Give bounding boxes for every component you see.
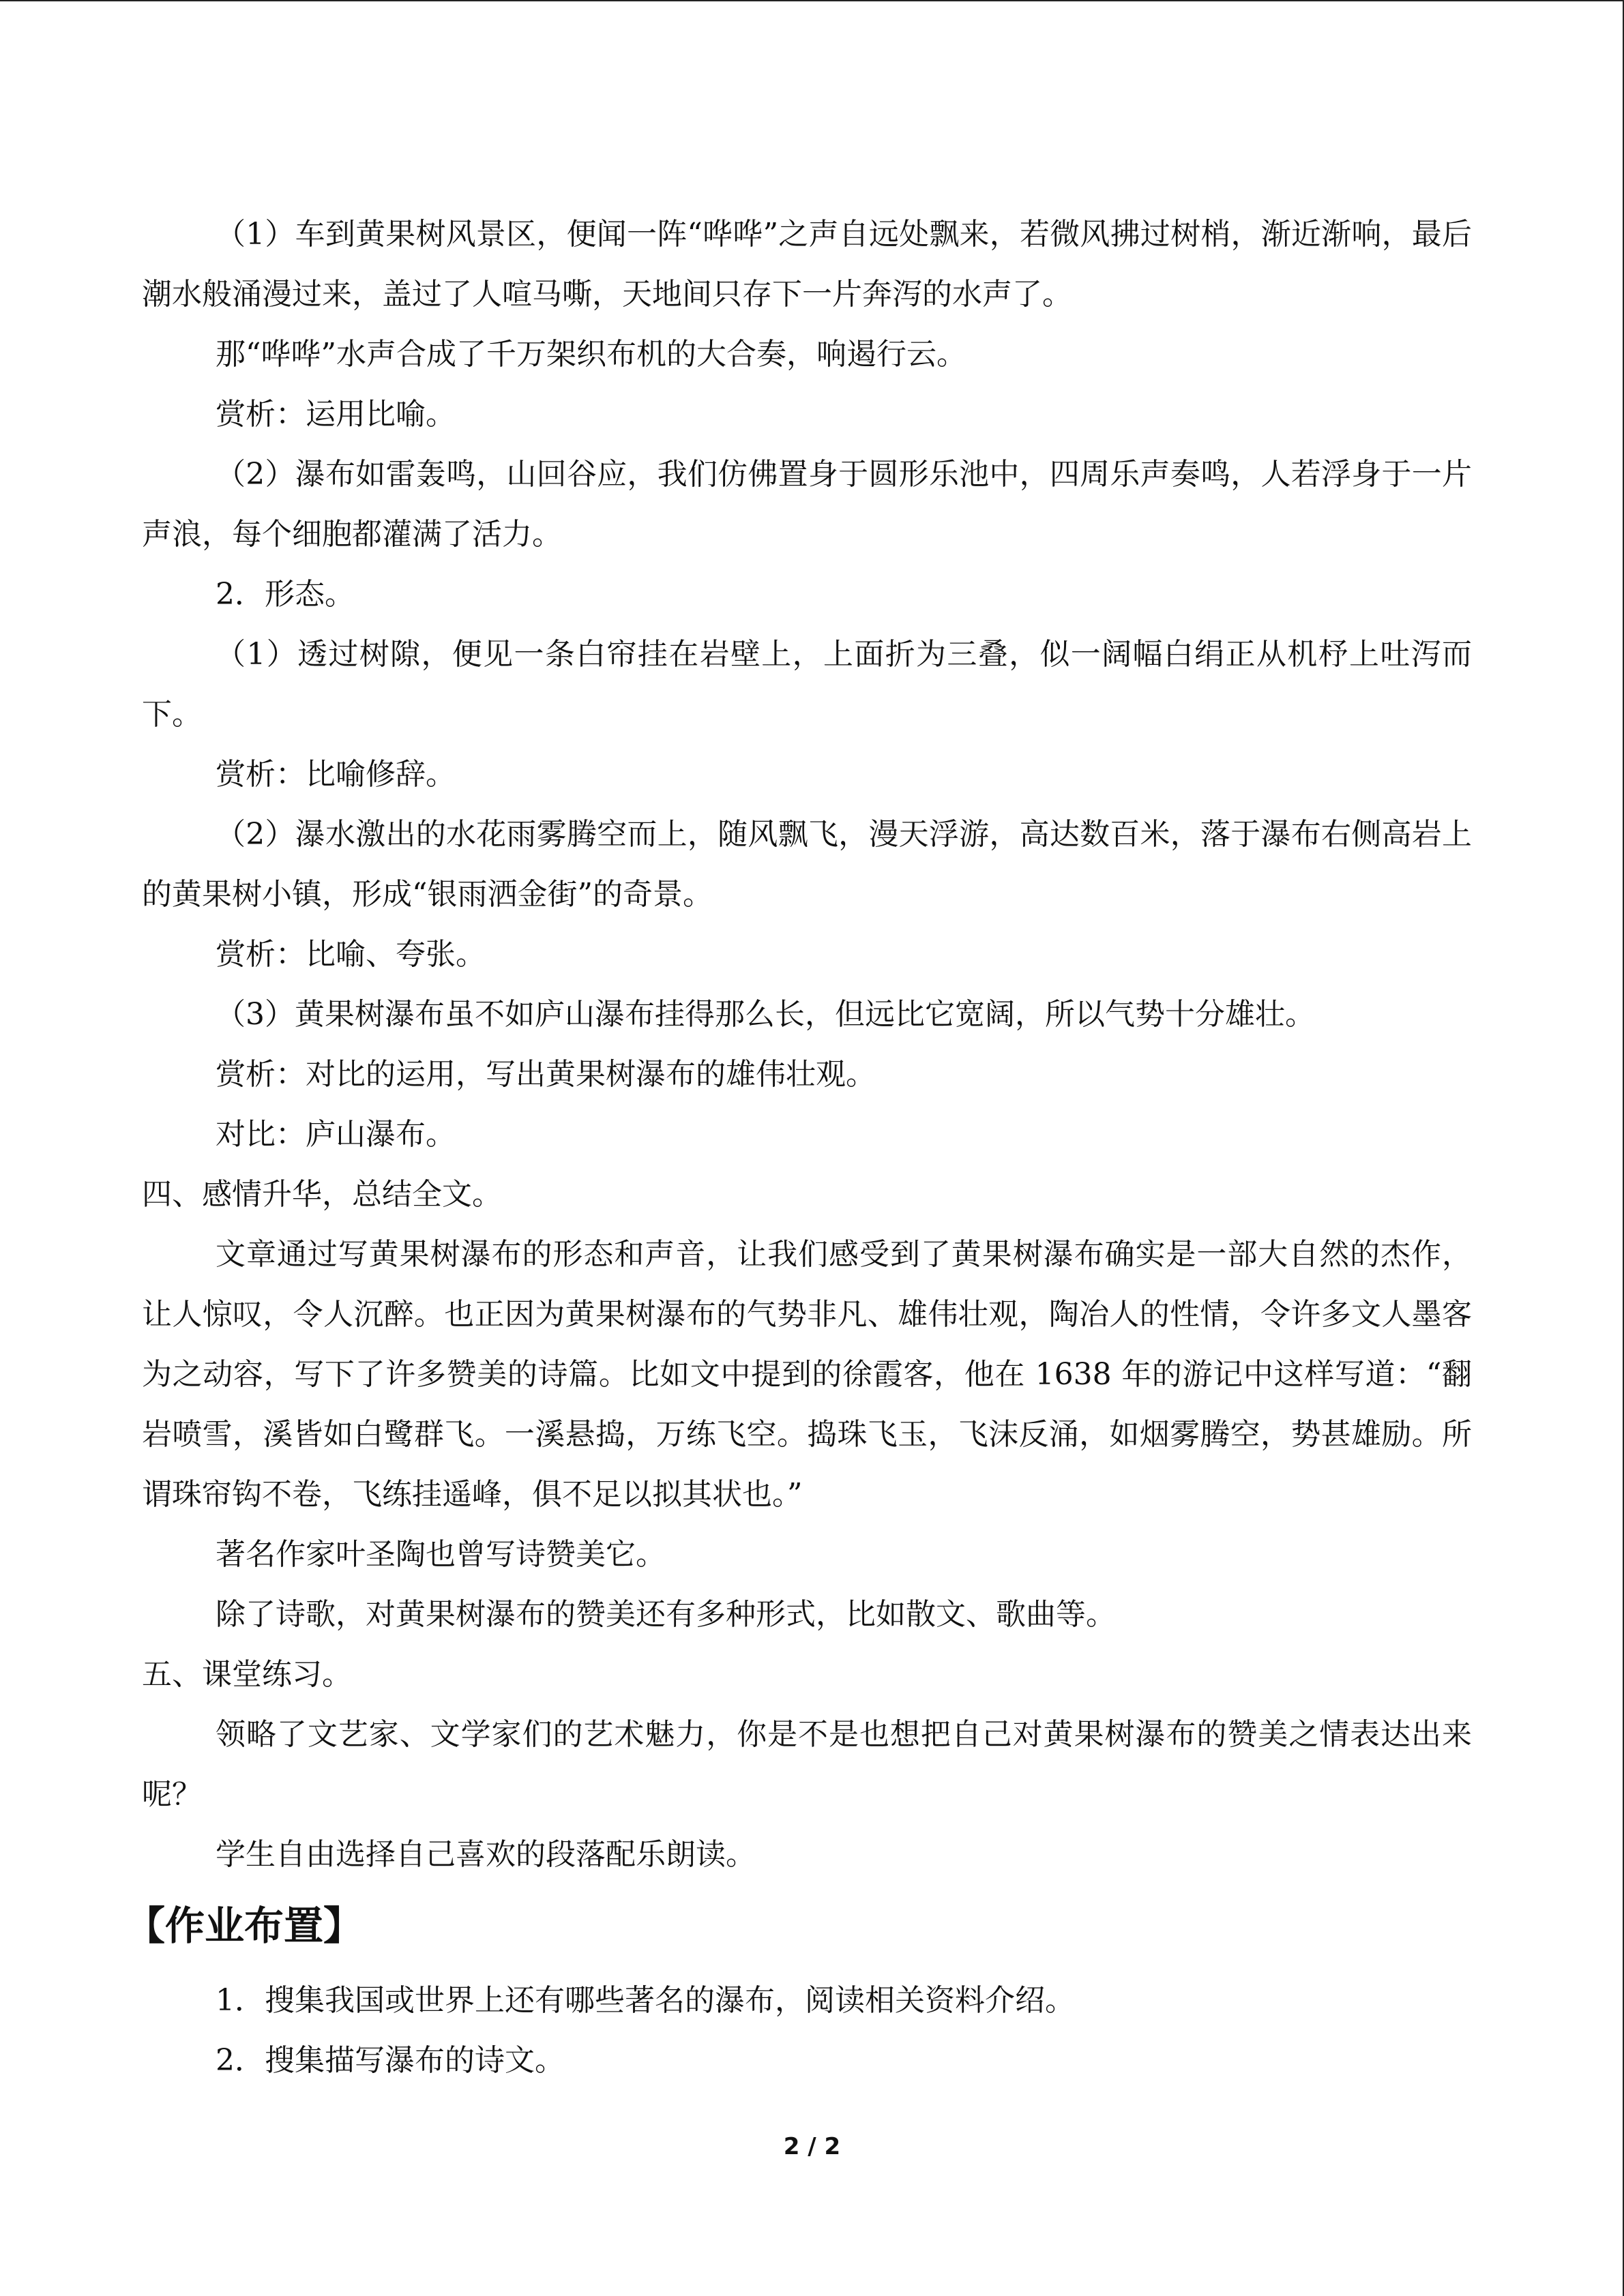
summary-paragraph: 文章通过写黄果树瀑布的形态和声音，让我们感受到了黄果树瀑布确实是一部大自然的杰作，让人惊叹，令人沉醉。也正因为黄果树瀑布的气势非凡、雄伟壮观，陶冶人的性情，令许多文人墨客为之动容，写下了许多赞美的诗篇。比如文中提到的徐霞客，他在 1638 年的游记中这样写道：“翻岩喷雪，溪皆如白鹭群飞。一溪悬捣，万练飞空。捣珠飞玉，飞沫反涌，如烟雾腾空，势甚雄励。所谓珠帘钩不卷，飞练挂遥峰，俱不足以拟其状也。” — [142, 1237, 1472, 1512]
exercise-prompt: 领略了文艺家、文学家们的艺术魅力，你是不是也想把自己对黄果树瀑布的赞美之情表达出来呢？ — [142, 1717, 1472, 1812]
section-five-title: 五、课堂练习。 — [142, 1657, 352, 1692]
homework-heading: 【作业布置】 — [126, 1903, 364, 1949]
ye-shengtao-note: 著名作家叶圣陶也曾写诗赞美它。 — [216, 1537, 666, 1572]
paragraph-shape-1: （1）透过树隙，便见一条白帘挂在岩壁上，上面折为三叠，似一阔幅白绢正从机杼上吐泻而下。 — [142, 637, 1472, 732]
paragraph-sound-1: （1）车到黄果树风景区，便闻一阵“哗哗”之声自远处飘来，若微风拂过树梢，渐近渐响，最后潮水般涌漫过来，盖过了人喧马嘶，天地间只存下一片奔泻的水声了。 — [142, 217, 1472, 312]
analysis-4: 赏析：对比的运用，写出黄果树瀑布的雄伟壮观。 — [216, 1057, 876, 1092]
document-body — [126, 205, 1472, 2091]
analysis-1: 赏析：运用比喻。 — [216, 397, 456, 432]
homework-item-1: 1．搜集我国或世界上还有哪些著名的瀑布，阅读相关资料介绍。 — [216, 1983, 1075, 2018]
analysis-3: 赏析：比喻、夸张。 — [216, 937, 486, 972]
section-shape-title: 2．形态。 — [216, 577, 355, 612]
paragraph-sound-1-cont: 那“哗哗”水声合成了千万架织布机的大合奏，响遏行云。 — [216, 337, 966, 372]
other-forms-note: 除了诗歌，对黄果树瀑布的赞美还有多种形式，比如散文、歌曲等。 — [216, 1597, 1116, 1632]
paragraph-shape-2: （2）瀑水激出的水花雨雾腾空而上，随风飘飞，漫天浮游，高达数百米，落于瀑布右侧高岩上的黄果树小镇，形成“银雨洒金街”的奇景。 — [142, 817, 1472, 912]
paragraph-shape-3: （3）黄果树瀑布虽不如庐山瀑布挂得那么长，但远比它宽阔，所以气势十分雄壮。 — [216, 997, 1315, 1032]
section-four-title: 四、感情升华，总结全文。 — [142, 1177, 502, 1212]
paragraph-sound-2: （2）瀑布如雷轰鸣，山回谷应，我们仿佛置身于圆形乐池中，四周乐声奏鸣，人若浮身于一片声浪，每个细胞都灌满了活力。 — [142, 457, 1472, 552]
analysis-2: 赏析：比喻修辞。 — [216, 757, 456, 792]
exercise-activity: 学生自由选择自己喜欢的段落配乐朗读。 — [216, 1837, 756, 1872]
contrast-note: 对比：庐山瀑布。 — [216, 1117, 456, 1152]
homework-item-2: 2．搜集描写瀑布的诗文。 — [216, 2043, 565, 2078]
page-number: 2 / 2 — [783, 2133, 841, 2160]
